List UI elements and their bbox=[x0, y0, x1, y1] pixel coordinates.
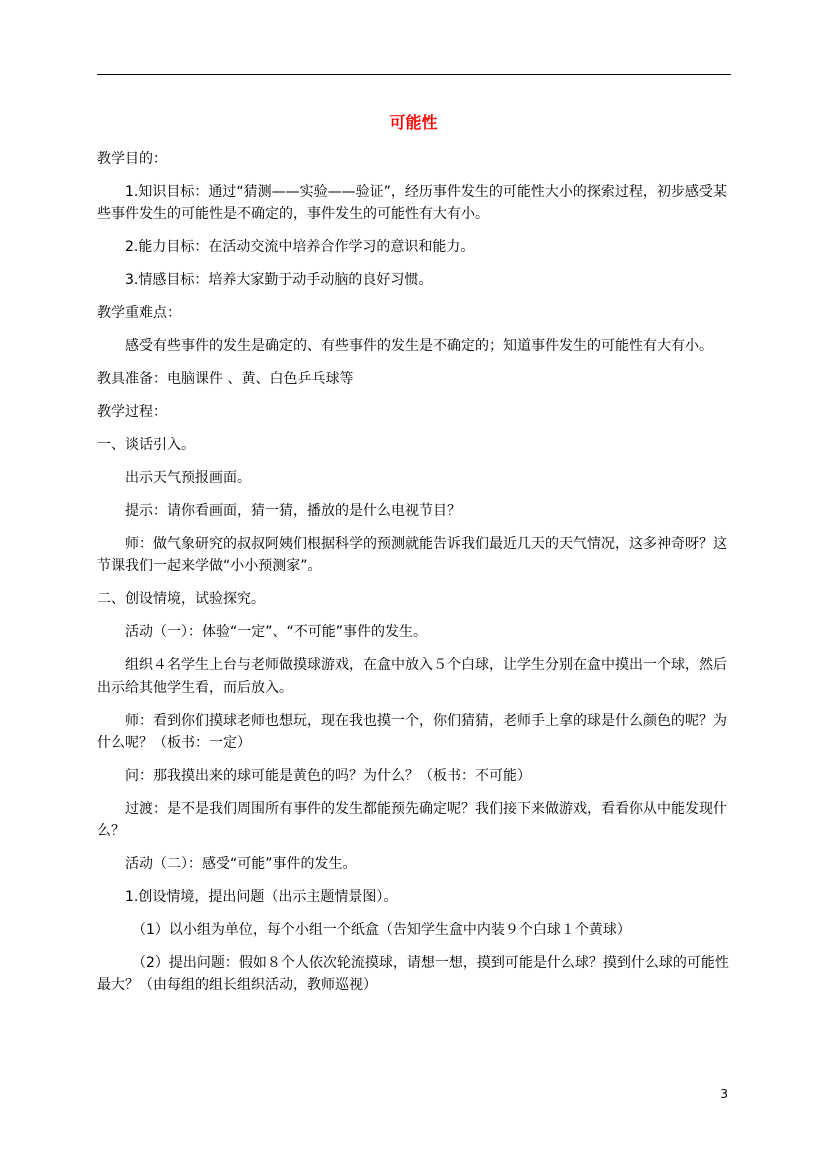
paragraph-hint: 提示：请你看画面，猜一猜，播放的是什么电视节目？ bbox=[125, 503, 461, 520]
paragraph-materials: 教具准备：电脑课件 、黄、白色乒乓球等 bbox=[97, 371, 354, 388]
page-title: 可能性 bbox=[389, 113, 438, 132]
paragraph-create-situation: 1.创设情境，提出问题（出示主题情景图）。 bbox=[125, 889, 398, 906]
paragraph-question: 问：那我摸出来的球可能是黄色的吗？为什么？（板书：不可能） bbox=[125, 767, 531, 784]
document-body bbox=[97, 148, 731, 1007]
paragraph-ability-goal: 2.能力目标：在活动交流中培养合作学习的意识和能力。 bbox=[125, 239, 475, 256]
paragraph-organize-game: 组织４名学生上台与老师做摸球游戏，在盒中放入５个白球，让学生分别在盒中摸出一个球，然后出示给其他学生看，而后放入。 bbox=[97, 657, 727, 696]
paragraph-activity-one: 活动（一）：体验“一定”、“不可能”事件的发生。 bbox=[125, 624, 428, 641]
paragraph-knowledge-goal: 1.知识目标：通过“猜测——实验——验证”，经历事件发生的可能性大小的探索过程，初步感受某些事件发生的可能性是不确定的，事件发生的可能性有大有小。 bbox=[97, 184, 727, 223]
paragraph-transition: 过渡：是不是我们周围所有事件的发生都能预先确定呢？我们接下来做游戏，看看你从中能发现什么？ bbox=[97, 800, 727, 840]
paragraph-objectives-heading: 教学目的： bbox=[97, 151, 167, 167]
paragraph-show-weather: 出示天气预报画面。 bbox=[125, 470, 251, 487]
paragraph-pose-question: （2）提出问题：假如８个人依次轮流摸球，请想一想，摸到可能是什么球？摸到什么球的可能性最大？（由每组的组长组织活动，教师巡视） bbox=[97, 955, 729, 994]
paragraph-teacher-draw: 师：看到你们摸球老师也想玩，现在我也摸一个，你们猜猜，老师手上拿的球是什么颜色的呢？为什么呢？（板书：一定） bbox=[97, 712, 727, 751]
paragraph-key-points: 感受有些事件的发生是确定的、有些事件的发生是不确定的；知道事件发生的可能性有大有小。 bbox=[125, 338, 713, 355]
paragraph-key-points-heading: 教学重难点： bbox=[97, 305, 181, 322]
paragraph-emotion-goal: 3.情感目标：培养大家勤于动手动脑的良好习惯。 bbox=[125, 272, 433, 289]
paragraph-process-heading: 教学过程： bbox=[97, 404, 167, 421]
page-number: 3 bbox=[720, 1087, 728, 1101]
paragraph-teacher-intro: 师：做气象研究的叔叔阿姨们根据科学的预测就能告诉我们最近几天的天气情况，这多神奇呀？这节课我们一起来学做“小小预测家”。 bbox=[97, 536, 727, 575]
paragraph-activity-two: 活动（二）：感受“可能”事件的发生。 bbox=[125, 856, 357, 873]
paragraph-section-two: 二、创设情境，试验探究。 bbox=[97, 591, 265, 608]
header-rule bbox=[97, 74, 731, 75]
paragraph-group-unit: （1）以小组为单位，每个小组一个纸盒（告知学生盒中内装９个白球１个黄球） bbox=[132, 922, 631, 939]
paragraph-section-one: 一、谈话引入。 bbox=[97, 437, 195, 454]
